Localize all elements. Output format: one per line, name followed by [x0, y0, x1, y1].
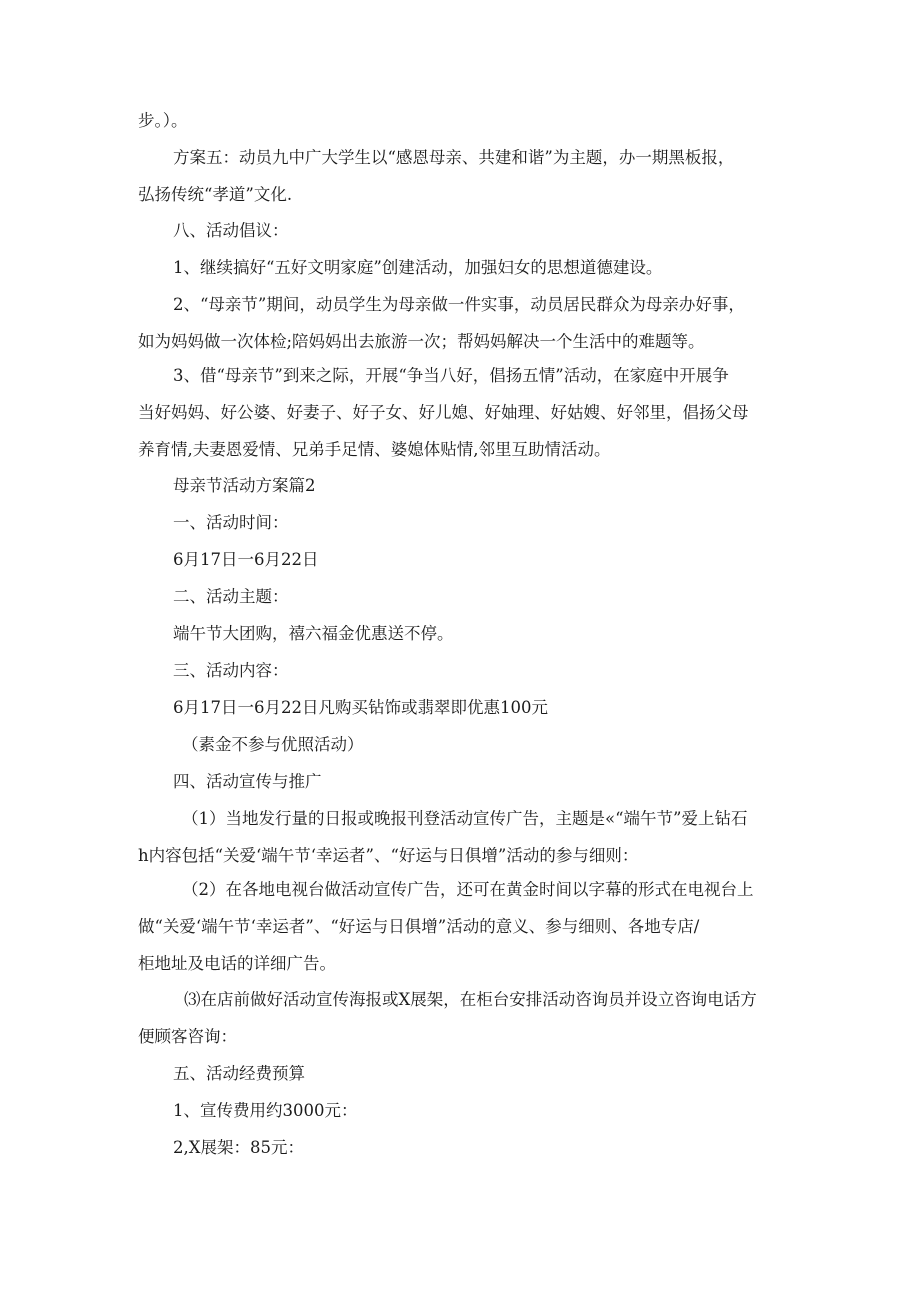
text-line: 方案五：动员九中广大学生以“感恩母亲、共建和谐”为主题，办一期黑板报， — [173, 148, 735, 167]
text-line: 6月17日一6月22日凡购买钻饰或翡翠即优惠100元 — [173, 698, 548, 717]
heading-promotion — [0, 763, 920, 800]
text-line: （素金不参与优照活动） — [182, 735, 364, 754]
text-line: 当好妈妈、好公婆、好妻子、好子女、好儿媳、好妯理、好姑嫂、好邻里，倡扬父母 — [138, 403, 749, 422]
text-line: 如为妈妈做一次体检;陪妈妈出去旅游一次；帮妈妈解决一个生活中的难题等。 — [138, 332, 705, 351]
text-line: 五、活动经费预算 — [173, 1064, 305, 1083]
text-line: 二、活动主题： — [173, 587, 289, 606]
heading-activity-time — [0, 504, 920, 541]
text-line: （1）当地发行量的日报或晚报刊登活动宣传广告，主题是«“端午节”爱上钻石 — [182, 809, 748, 828]
paragraph-step-end — [0, 102, 920, 139]
text-line: 2,X展架：85元： — [173, 1138, 304, 1157]
text-line: 3、借“母亲节”到来之际，开展“争当八好，倡扬五情”活动，在家庭中开展争 — [173, 366, 729, 385]
heading-plan-2 — [0, 467, 920, 504]
paragraph-note — [0, 726, 920, 763]
text-line: 母亲节活动方案篇2 — [173, 476, 316, 495]
paragraph-proposal-3 — [0, 357, 920, 468]
text-line: h内容包括“关爱‘端午节‘幸运者”、“好运与日俱增”活动的参与细则： — [138, 846, 639, 865]
paragraph-budget-2 — [0, 1129, 920, 1166]
text-line: ⑶在店前做好活动宣传海报或X展架，在柜台安排活动咨询员并设立咨询电话方 — [184, 990, 757, 1009]
heading-budget — [0, 1055, 920, 1092]
text-line: 1、继续搞好“五好文明家庭”创建活动，加强妇女的思想道德建设。 — [173, 258, 663, 277]
paragraph-proposal-2 — [0, 286, 920, 360]
paragraph-promotion-1 — [0, 800, 920, 874]
heading-activity-proposal — [0, 212, 920, 249]
heading-activity-content — [0, 652, 920, 689]
paragraph-plan-five — [0, 139, 920, 213]
paragraph-budget-1 — [0, 1092, 920, 1129]
paragraph-promotion-2 — [0, 871, 920, 982]
text-line: 1、宣传费用约3000元： — [173, 1101, 358, 1120]
text-line: 柜地址及电话的详细广告。 — [138, 954, 336, 973]
text-line: 八、活动倡议： — [173, 221, 289, 240]
text-line: 步。）。 — [138, 111, 188, 130]
paragraph-promotion-3 — [0, 981, 920, 1055]
text-line: 三、活动内容： — [173, 661, 289, 680]
text-line: 养育情,夫妻恩爱情、兄弟手足情、婆媳体贴情,邻里互助情活动。 — [138, 440, 611, 459]
text-line: 6月17日一6月22日 — [173, 550, 319, 569]
text-line: 做“关爱‘端午节‘幸运者”、“好运与日俱增”活动的意义、参与细则、各地专店/ — [138, 917, 700, 936]
paragraph-theme — [0, 615, 920, 652]
text-line: 弘扬传统“孝道”文化. — [138, 185, 293, 204]
text-line: 一、活动时间： — [173, 513, 289, 532]
paragraph-date-range — [0, 541, 920, 578]
text-line: 2、“母亲节”期间，动员学生为母亲做一件实事，动员居民群众为母亲办好事， — [173, 295, 745, 314]
paragraph-proposal-1 — [0, 249, 920, 286]
heading-activity-theme — [0, 578, 920, 615]
text-line: 端午节大团购，禧六福金优惠送不停。 — [173, 624, 454, 643]
paragraph-content — [0, 689, 920, 726]
text-line: （2）在各地电视台做活动宣传广告，还可在黄金时间以字幕的形式在电视台上 — [182, 880, 754, 899]
text-line: 四、活动宣传与推广 — [173, 772, 322, 791]
text-line: 便顾客咨询： — [138, 1027, 237, 1046]
